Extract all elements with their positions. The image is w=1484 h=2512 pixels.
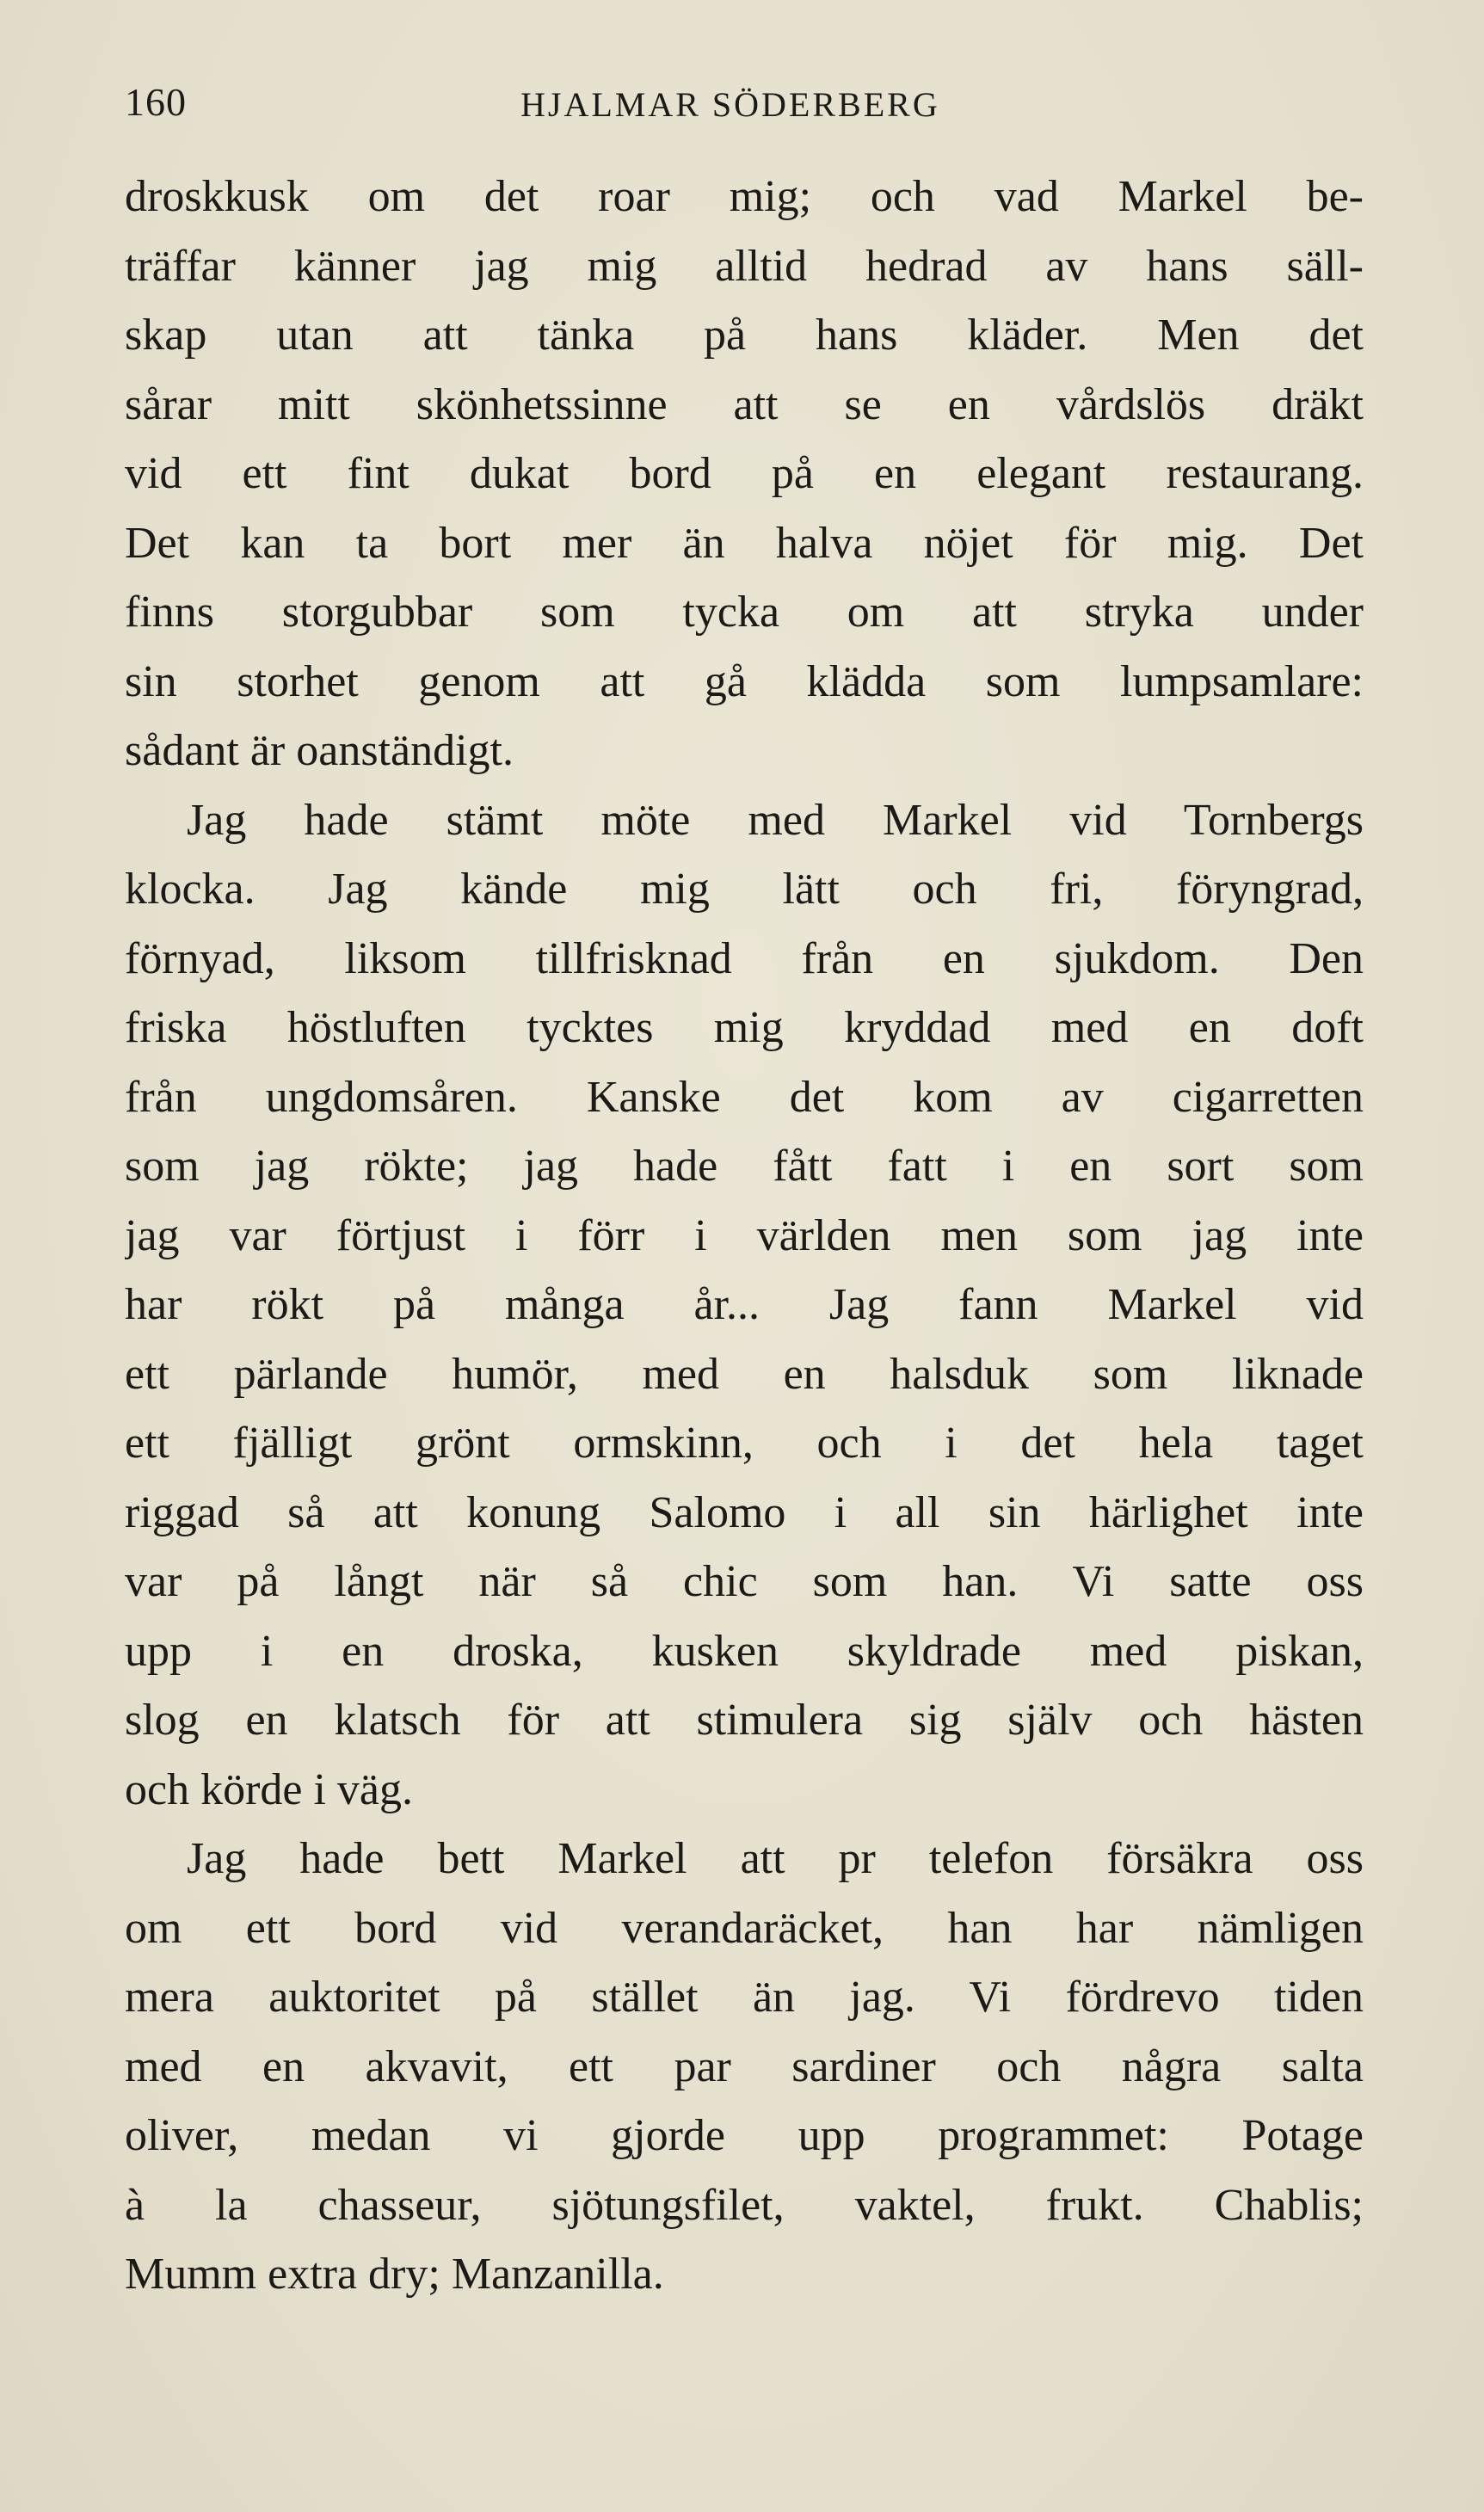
body-text — [125, 163, 1364, 2310]
page-number: 160 — [125, 80, 187, 124]
text-line: från ungdomsåren. Kanske det kom av cigarretten — [125, 1072, 1364, 1122]
text-line: finns storgubbar som tycka om att stryka under — [125, 588, 1364, 637]
text-line: sådant är oanständigt. — [125, 726, 514, 775]
text-line: med en akvavit, ett par sardiner och några salta — [125, 2041, 1364, 2091]
text-line: sårar mitt skönhetssinne att se en vårdslös dräkt — [125, 379, 1364, 429]
text-line: ett pärlande humör, med en halsduk som liknade — [125, 1349, 1364, 1399]
text-line: förnyad, liksom tillfrisknad från en sjukdom. Den — [125, 933, 1364, 983]
text-line: slog en klatsch för att stimulera sig själv och hästen — [125, 1696, 1364, 1745]
text-line: jag var förtjust i förr i världen men som jag inte — [125, 1210, 1364, 1260]
text-line: som jag rökte; jag hade fått fatt i en sort som — [125, 1142, 1364, 1191]
text-line: har rökt på många år... Jag fann Markel vid — [125, 1280, 1364, 1329]
text-line: oliver, medan vi gjorde upp programmet: Potage — [125, 2111, 1364, 2160]
text-line: om ett bord vid verandaräcket, han har nämligen — [125, 1903, 1364, 1953]
text-line: sin storhet genom att gå klädda som lumpsamlare: — [125, 656, 1364, 706]
text-line: à la chasseur, sjötungsfilet, vaktel, frukt. Chablis; — [125, 2180, 1364, 2230]
text-line: vid ett fint dukat bord på en elegant restaurang. — [125, 449, 1364, 498]
text-line: mera auktoritet på stället än jag. Vi fördrevo tiden — [125, 1973, 1364, 2022]
text-line: friska höstluften tycktes mig kryddad med en doft — [125, 1003, 1364, 1052]
text-line: ett fjälligt grönt ormskinn, och i det hela taget — [125, 1419, 1364, 1468]
text-line: upp i en droska, kusken skyldrade med piskan, — [125, 1626, 1364, 1676]
running-title: HJALMAR SÖDERBERG — [520, 85, 940, 124]
text-line: träffar känner jag mig alltid hedrad av hans säll- — [125, 241, 1364, 291]
text-line: Jag hade stämt möte med Markel vid Tornbergs — [187, 795, 1364, 845]
text-line: skap utan att tänka på hans kläder. Men det — [125, 311, 1364, 360]
text-line: klocka. Jag kände mig lätt och fri, föryngrad, — [125, 865, 1364, 914]
text-line: var på långt när så chic som han. Vi satte oss — [125, 1557, 1364, 1606]
text-line: Mumm extra dry; Manzanilla. — [125, 2250, 664, 2299]
text-line: Jag hade bett Markel att pr telefon försäkra oss — [187, 1834, 1364, 1883]
text-line: och körde i väg. — [125, 1764, 414, 1814]
running-head — [125, 79, 1364, 131]
text-line: droskkusk om det roar mig; och vad Markel be- — [125, 172, 1364, 221]
text-line: Det kan ta bort mer än halva nöjet för mig. Det — [125, 518, 1364, 568]
text-line: riggad så att konung Salomo i all sin härlighet inte — [125, 1487, 1364, 1537]
